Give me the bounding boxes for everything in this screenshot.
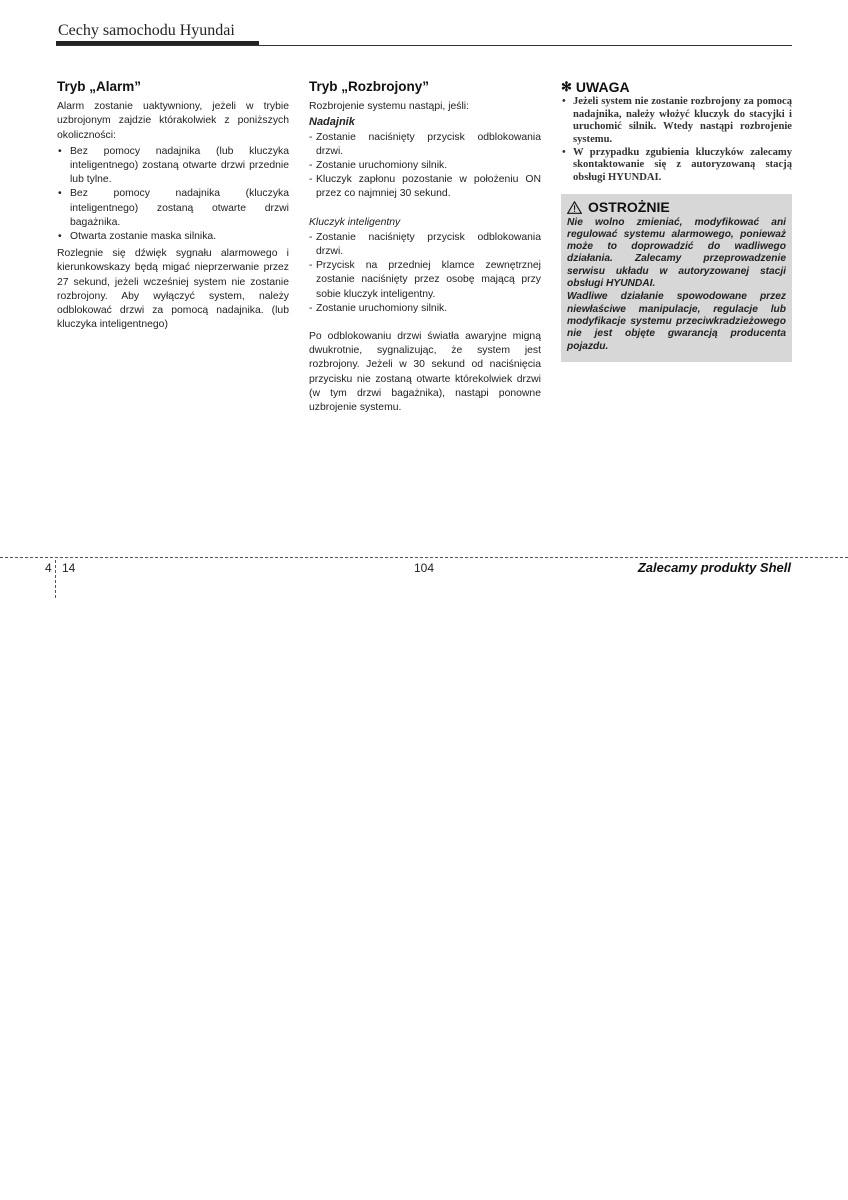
smart-key-list bbox=[309, 231, 541, 316]
footer-vertical-divider bbox=[55, 560, 56, 598]
footer-center-number: 104 bbox=[413, 561, 435, 575]
list-item: - Zostanie uruchomiony silnik. bbox=[309, 159, 541, 173]
note-list bbox=[561, 96, 792, 184]
disarmed-intro: Rozbrojenie systemu nastąpi, jeśli: bbox=[309, 101, 469, 113]
list-item: • Bez pomocy nadajnika (kluczyka inteligentnego) zostaną otwarte drzwi bagażnika. bbox=[57, 187, 289, 230]
list-item: • W przypadku zgubienia kluczyków zalecamy skontaktowanie się z autoryzowaną stacją obsługi HYUNDAI. bbox=[561, 147, 792, 185]
section-heading-disarmed: Tryb „Rozbrojony” bbox=[309, 79, 430, 94]
list-item: • Jeżeli system nie zostanie rozbrojony za pomocą nadajnika, należy włożyć kluczyk do stacyjki i uruchomić silnik. Wtedy nastąpi rozbrojenie systemu. bbox=[561, 96, 792, 146]
list-item: - Przycisk na przedniej klamce zewnętrznej zostanie naciśnięty przez osobę mającą przy sobie kluczyk inteligentny. bbox=[309, 259, 541, 302]
subheading-smart-key: Kluczyk inteligentny bbox=[309, 216, 401, 228]
alarm-outro: Rozlegnie się dźwięk sygnału alarmowego i kierunkowskazy będą migać nieprzerwanie przez 27 sekund, jeżeli wcześniej system nie zostanie rozbrojony. Aby wyłączyć system, należy odblokować drzwi za pomocą nadajnika. (lub kluczyka inteligentnego) bbox=[57, 248, 289, 331]
warning-triangle-icon bbox=[567, 201, 582, 214]
list-item: - Zostanie uruchomiony silnik. bbox=[309, 302, 541, 316]
footer-page-number: 14 bbox=[62, 561, 76, 575]
section-heading-alarm: Tryb „Alarm” bbox=[57, 79, 142, 94]
disarmed-outro: Po odblokowaniu drzwi światła awaryjne migną dwukrotnie, sygnalizując, że system jest rozbrojony. Jeżeli w 30 sekund od naciśnięcia przycisku nie zostaną otwarte którekolwiek drzwi (w tym drzwi bagażnika), nastąpi ponowne uzbrojenie systemu. bbox=[309, 331, 541, 414]
caution-heading-label: OSTROŻNIE bbox=[588, 199, 670, 216]
column-disarmed-mode bbox=[309, 80, 541, 415]
list-item: - Kluczyk zapłonu pozostanie w położeniu ON przez co najmniej 30 sekund. bbox=[309, 173, 541, 201]
footer-divider bbox=[0, 557, 848, 558]
caution-box bbox=[561, 194, 792, 361]
list-item: - Zostanie naciśnięty przycisk odblokowania drzwi. bbox=[309, 131, 541, 159]
column-alarm-mode bbox=[57, 80, 289, 332]
footer-tagline: Zalecamy produkty Shell bbox=[637, 560, 791, 575]
alarm-intro: Alarm zostanie uaktywniony, jeżeli w trybie uzbrojonym zajdzie którakolwiek z poniższych okoliczności: bbox=[57, 101, 289, 141]
caution-text-1: Nie wolno zmieniać, modyfikować ani regulować systemu alarmowego, ponieważ może to doprowadzić do wadliwego działania. Zalecamy przeprowadzenie serwisu układu w autoryzowanej stacji obsługi HYUNDAI. bbox=[567, 216, 786, 290]
header-rule bbox=[56, 45, 792, 46]
note-heading-label: UWAGA bbox=[575, 79, 630, 95]
subheading-transmitter: Nadajnik bbox=[309, 116, 355, 129]
list-item: - Zostanie naciśnięty przycisk odblokowania drzwi. bbox=[309, 231, 541, 259]
column-notes bbox=[561, 80, 792, 362]
caution-heading bbox=[567, 200, 786, 214]
asterisk-icon: ✻ bbox=[561, 79, 572, 94]
footer-chapter-number: 4 bbox=[45, 561, 52, 575]
transmitter-list bbox=[309, 131, 541, 202]
alarm-conditions-list bbox=[57, 145, 289, 244]
list-item: • Bez pomocy nadajnika (lub kluczyka inteligentnego) zostaną otwarte drzwi przednie lub tylne. bbox=[57, 145, 289, 188]
header-title: Cechy samochodu Hyundai bbox=[58, 22, 235, 39]
caution-text-2: Wadliwe działanie spowodowane przez niewłaściwe manipulacje, regulacje lub modyfikacje systemu przeciwkradzieżowego nie jest objęte gwarancją producenta pojazdu. bbox=[567, 291, 786, 352]
list-item: • Otwarta zostanie maska silnika. bbox=[57, 230, 289, 244]
note-heading bbox=[561, 80, 792, 94]
